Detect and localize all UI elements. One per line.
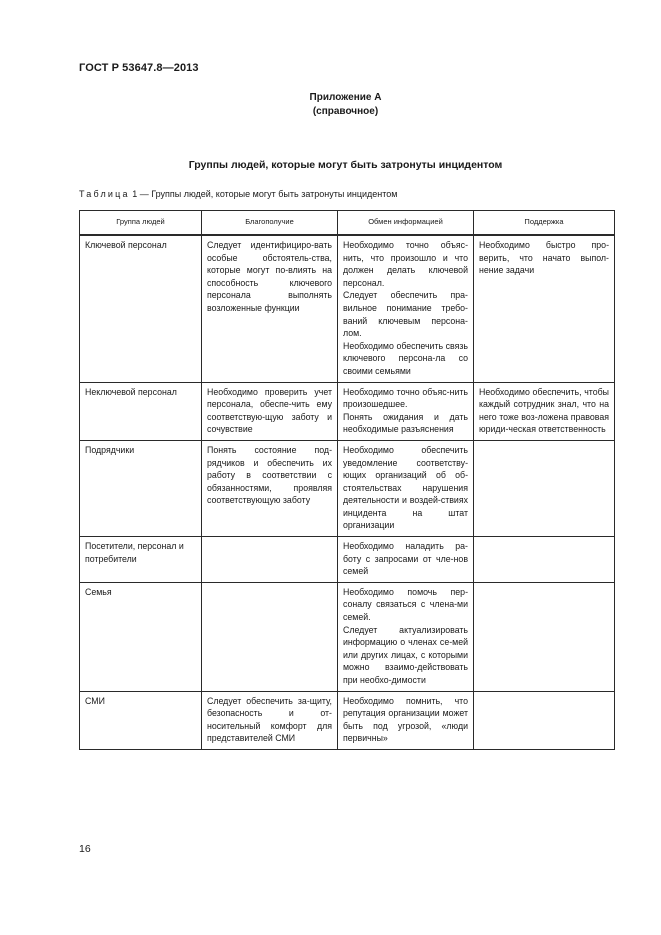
cell-info-paragraph: Необходимо наладить ра-боту с запросами от чле-нов семей — [343, 541, 468, 577]
cell-wellbeing: Следует идентифициро-вать особые обстоятель-ства, которые могут по-влиять на способность ключевого персонала выполнять возложенные функции — [202, 235, 338, 382]
appendix-heading — [0, 91, 661, 119]
cell-info — [338, 537, 474, 583]
cell-info-paragraph: Понять ожидания и дать необходимые разъяснения — [343, 411, 468, 435]
table-row — [80, 382, 615, 440]
cell-support — [474, 440, 615, 536]
table-caption — [79, 189, 397, 199]
cell-info-paragraph: Необходимо обеспечить уведомление соответству-ющих организаций об об-стоятельствах нарушения деятельности и воздей-ствиях инцидента на штат организации — [343, 444, 468, 531]
cell-wellbeing: Понять состояние под-рядчиков и обеспечить их работу в соответствии с обязанностями, проявляя соответствующую заботу — [202, 440, 338, 536]
document-code: ГОСТ Р 53647.8—2013 — [79, 62, 199, 74]
cell-group: Неключевой персонал — [80, 382, 202, 440]
page-number: 16 — [79, 843, 91, 855]
cell-info-paragraph: Следует обеспечить пра-вильное понимание требо-ваний ключевым персона-лом. — [343, 290, 468, 339]
table-row — [80, 235, 615, 382]
cell-info — [338, 691, 474, 749]
cell-wellbeing: Необходимо проверить учет персонала, обеспе-чить ему соответствую-щую заботу и сочувствие — [202, 382, 338, 440]
cell-info-paragraph: Необходимо помочь пер-соналу связаться с члена-ми семей. — [343, 586, 468, 623]
cell-info-paragraph: Необходимо помнить, что репутация организации может быть под угрозой, «люди первичны» — [343, 695, 468, 744]
cell-support: Необходимо быстро про-верить, что начато выпол-нение задачи — [474, 235, 615, 382]
cell-wellbeing: Следует обеспечить за-щиту, безопасность и от-носительный комфорт для представителей СМИ — [202, 691, 338, 749]
table-caption-text: 1 — Группы людей, которые могут быть затронуты инцидентом — [132, 189, 398, 199]
column-header-info: Обмен информацией — [338, 211, 474, 236]
table-header-row — [80, 211, 615, 236]
cell-info — [338, 582, 474, 691]
people-groups-table — [79, 210, 615, 750]
cell-group: Семья — [80, 582, 202, 691]
column-header-wellbeing: Благополучие — [202, 211, 338, 236]
cell-support — [474, 582, 615, 691]
cell-support — [474, 691, 615, 749]
cell-wellbeing — [202, 582, 338, 691]
cell-wellbeing — [202, 537, 338, 583]
table-caption-label: Таблица — [79, 189, 130, 199]
column-header-group: Группа людей — [80, 211, 202, 236]
cell-group: СМИ — [80, 691, 202, 749]
cell-group: Подрядчики — [80, 440, 202, 536]
section-title: Группы людей, которые могут быть затронуты инцидентом — [188, 159, 503, 171]
cell-support: Необходимо обеспечить, чтобы каждый сотрудник знал, что на него тоже воз-ложена правовая юриди-ческая ответственность — [474, 382, 615, 440]
table-row — [80, 440, 615, 536]
cell-info — [338, 235, 474, 382]
cell-group: Посетители, персонал и потребители — [80, 537, 202, 583]
appendix-subtitle: (справочное) — [312, 106, 379, 117]
cell-info-paragraph: Необходимо обеспечить связь ключевого персона-ла со своими семьями — [343, 340, 468, 376]
cell-support — [474, 537, 615, 583]
table-row — [80, 582, 615, 691]
cell-info-paragraph: Следует актуализировать информацию о членах се-мей или других лицах, с которыми можно взаимо-действовать при необхо-димости — [343, 624, 468, 685]
column-header-support: Поддержка — [474, 211, 615, 236]
cell-info — [338, 382, 474, 440]
cell-group: Ключевой персонал — [80, 235, 202, 382]
table-row — [80, 691, 615, 749]
table-row — [80, 537, 615, 583]
appendix-title: Приложение А — [309, 92, 382, 103]
cell-info-paragraph: Необходимо точно объяс-нить произошедшее. — [343, 386, 468, 410]
cell-info — [338, 440, 474, 536]
cell-info-paragraph: Необходимо точно объяс-нить, что произошло и что должен делать ключевой персонал. — [343, 240, 468, 288]
